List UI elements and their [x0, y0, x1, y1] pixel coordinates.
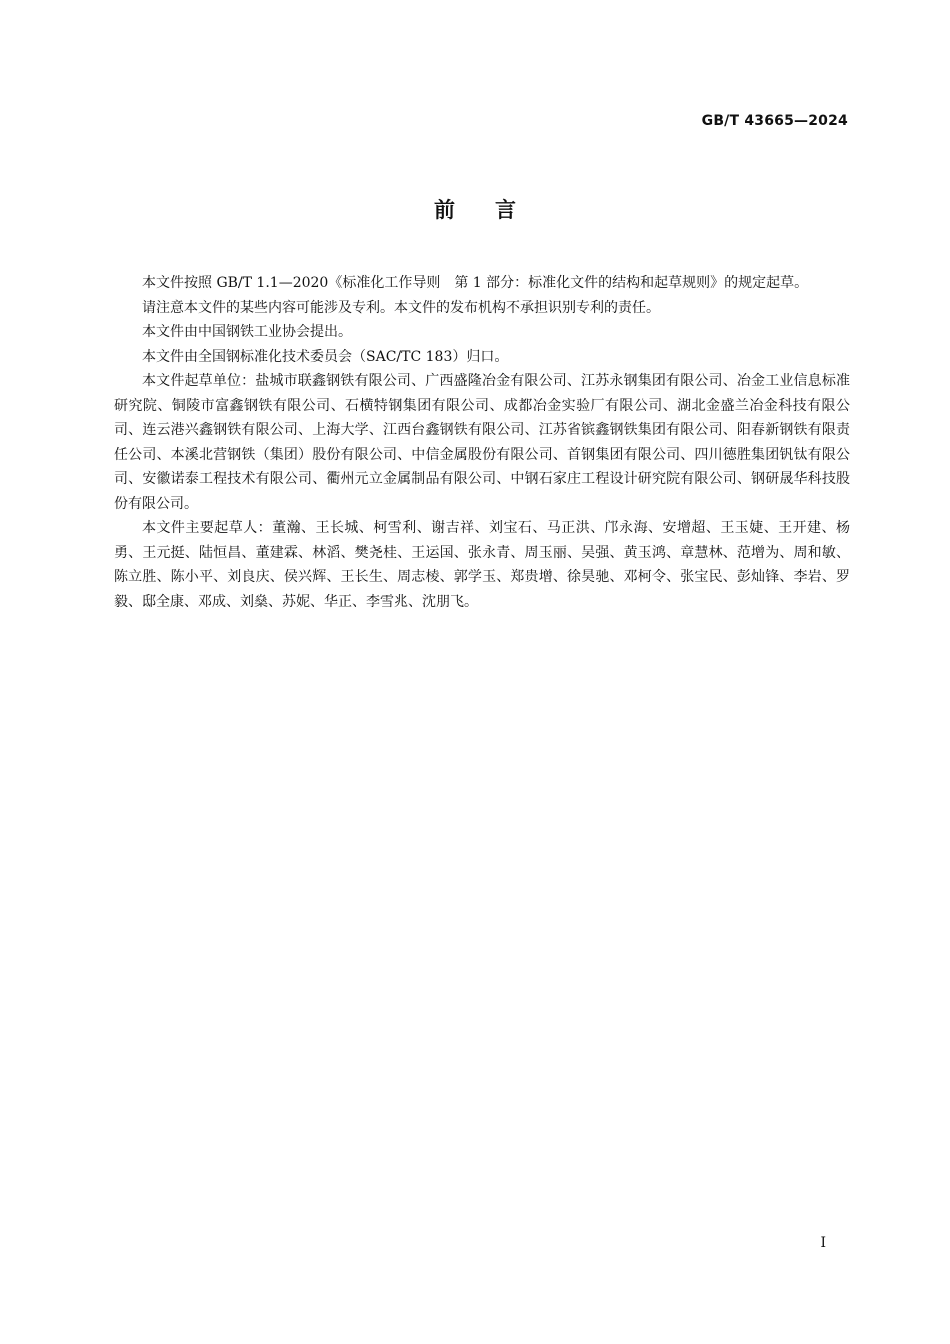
paragraph-drafting-units: 本文件起草单位：盐城市联鑫钢铁有限公司、广西盛隆冶金有限公司、江苏永钢集团有限公司、冶金工业信息标准研究院、铜陵市富鑫钢铁有限公司、石横特钢集团有限公司、成都冶金实验厂有限公司、湖北金盛兰冶金科技有限公司、连云港兴鑫钢铁有限公司、上海大学、江西台鑫钢铁有限公司、江苏省镔鑫钢铁集团有限公司、阳春新钢铁有限责任公司、本溪北营钢铁（集团）股份有限公司、中信金属股份有限公司、首钢集团有限公司、四川德胜集团钒钛有限公司、安徽诺泰工程技术有限公司、衢州元立金属制品有限公司、中钢石家庄工程设计研究院有限公司、钢研晟华科技股份有限公司。: [114, 373, 850, 512]
paragraph-drafting-rules: 本文件按照 GB/T 1.1—2020《标准化工作导则 第 1 部分：标准化文件的结构和起草规则》的规定起草。: [142, 275, 809, 291]
paragraph-patent-notice: 请注意本文件的某些内容可能涉及专利。本文件的发布机构不承担识别专利的责任。: [142, 299, 660, 316]
paragraph-committee: 本文件由全国钢标准化技术委员会（SAC/TC 183）归口。: [142, 348, 509, 365]
standard-number: GB/T 43665—2024: [701, 113, 848, 129]
page-number: I: [820, 1235, 826, 1251]
foreword-body: [114, 271, 850, 614]
page-title: 前言: [434, 198, 556, 222]
paragraph-proposer: 本文件由中国钢铁工业协会提出。: [142, 324, 352, 340]
paragraph-drafters: 本文件主要起草人：董瀚、王长城、柯雪利、谢吉祥、刘宝石、马正洪、邝永海、安增超、王玉婕、王开建、杨勇、王元挺、陆恒昌、董建霖、林滔、樊尧桂、王运国、张永青、周玉丽、吴强、黄玉鸿、章慧林、范增为、周和敏、陈立胜、陈小平、刘良庆、侯兴辉、王长生、周志棱、郭学玉、郑贵增、徐昊驰、邓柯令、张宝民、彭灿锋、李岩、罗毅、邸全康、邓成、刘燊、苏妮、华正、李雪兆、沈朋飞。: [114, 520, 850, 610]
